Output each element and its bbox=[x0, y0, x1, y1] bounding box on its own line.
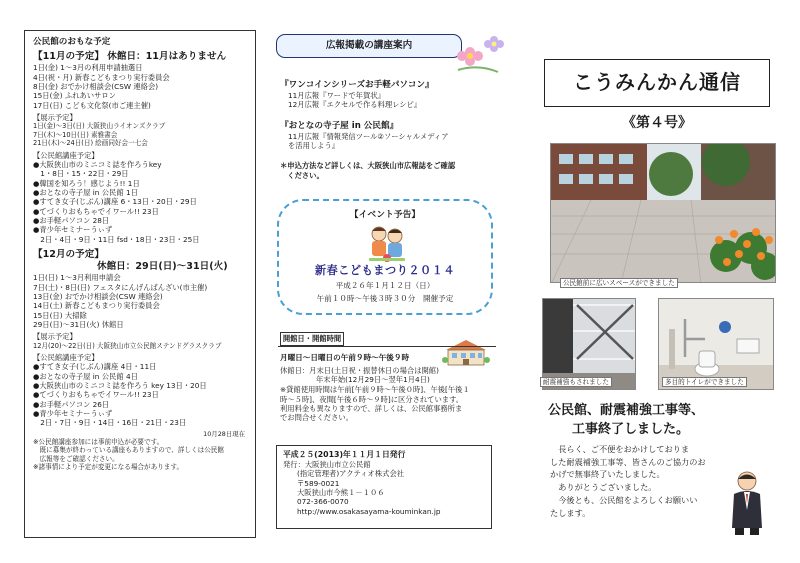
list-item: 1日(金)～3日(日) 大阪狭山ライオンズクラブ bbox=[33, 122, 166, 131]
fee-note-4: でお問合せください。 bbox=[280, 413, 353, 423]
plaza-photo-image bbox=[551, 144, 776, 283]
address: 大阪狭山市今熊１－１０６ bbox=[297, 487, 385, 497]
list-item: ●青少年セミナーうぃず bbox=[33, 225, 113, 235]
body-line: かげで無事終了いたしました。 bbox=[550, 469, 665, 480]
publication-info-box bbox=[276, 445, 492, 529]
december-title: 【12月の予定】 bbox=[33, 248, 104, 260]
closed-days-new-year: 年末年始(12月29日～翌年1月4日) bbox=[316, 375, 430, 385]
list-item: 14日(土) 新春こどもまつり実行委員会 bbox=[33, 301, 160, 311]
terakoya-title: 『おとなの寺子屋 in 公民館』 bbox=[280, 120, 399, 131]
footnote: ※諸事情により予定が変更になる場合があります。 bbox=[33, 463, 184, 472]
list-item: 12月(20)～22日(日) 大阪狭山市立公民館ステンドグラスクラブ bbox=[33, 341, 222, 350]
list-item: 12月広報『エクセルで作る料理レシピ』 bbox=[288, 100, 422, 110]
divider bbox=[278, 346, 496, 347]
restroom-caption: 多目的トイレができました bbox=[662, 377, 747, 387]
flower-decoration-icon bbox=[448, 30, 508, 76]
publisher: 発行：大阪狭山市立公民館 bbox=[283, 459, 371, 469]
list-item: 7日(木)～10日(日) 素雅書会 bbox=[33, 130, 118, 139]
footnote: 既に募集が終わっている講座もありますので、詳しくは公民館 bbox=[33, 446, 225, 455]
newsletter-title: こうみんかん通信 bbox=[544, 59, 770, 107]
construction-headline bbox=[548, 402, 770, 440]
list-item: 15日(金) ふれあいサロン bbox=[33, 91, 116, 101]
list-item: ●お手軽パソコン 26日 bbox=[33, 399, 110, 409]
footnote: ※公民館講座参加には事前申込が必要です。 bbox=[33, 437, 164, 446]
list-item: 13日(金) おでかけ相談会(CSW 連絡会) bbox=[33, 292, 163, 302]
list-item: 1・8日・15・22日・29日 bbox=[33, 169, 129, 179]
december-events bbox=[33, 273, 249, 329]
open-hours: 月曜日～日曜日の午前９時～午後９時 bbox=[280, 353, 410, 362]
list-item: ●おとなの寺子屋 in 公民館 4日 bbox=[33, 371, 138, 381]
list-item: 7日(土)・8日(日) フェスタにんげんばんざい(市主催) bbox=[33, 282, 208, 292]
course-info-banner: 広報掲載の講座案内 bbox=[276, 34, 462, 58]
construction-message bbox=[550, 443, 742, 519]
list-item: 11月広報『情報発信ツール②ソーシャルメディア bbox=[288, 131, 449, 141]
list-item: 4日(祝・月) 新春こどもまつり実行委員会 bbox=[33, 72, 170, 82]
list-item: 2日・4日・9日・11日 fsd・18日・23日・25日 bbox=[33, 234, 200, 244]
november-courses bbox=[33, 160, 249, 244]
fee-note: ※貸館使用時間は午前[午前９時～午後０時]、午後[午後１ bbox=[280, 385, 470, 395]
application-note: ＊申込方法など詳しくは、大阪狭山市広報誌をご確認 bbox=[280, 161, 456, 171]
body-line: 長らく、ご不便をおかけしておりま bbox=[550, 444, 690, 454]
list-item: 11月広報『ワードで年賀状』 bbox=[288, 91, 385, 100]
body-line: した耐震補強工事等、皆さんのご協力のお bbox=[550, 456, 706, 467]
list-item: ●大阪狭山市のミニコミ誌を作ろうkey bbox=[33, 159, 162, 169]
children-illustration-icon bbox=[365, 222, 409, 264]
footnotes bbox=[33, 438, 249, 472]
seismic-caption: 耐震補強もされました bbox=[540, 377, 612, 387]
hours-info bbox=[280, 353, 496, 423]
fee-note-2: 時～５時]、夜間[午後６時～９時]に区分されています。 bbox=[280, 394, 464, 404]
closed-days: 休館日：月末日(土日祝・振替休日の場合は開館) bbox=[280, 365, 439, 375]
list-item: 1日(金) 1～3月の利用申請抽選日 bbox=[33, 63, 143, 73]
list-item: 15日(日) 大掃除 bbox=[33, 310, 87, 320]
event-notice-box bbox=[277, 199, 493, 315]
list-item: 8日(金) おでかけ相談会(CSW 連絡会) bbox=[33, 81, 159, 91]
event-heading: 【イベント予告】 bbox=[349, 210, 421, 220]
event-name: 新春こどもまつり２０１４ bbox=[314, 264, 456, 277]
list-item: ●大阪狭山市のミニコミ誌を作ろう key 13日・20日 bbox=[33, 381, 207, 391]
list-item: 1日(日) 1～3月利用申請会 bbox=[33, 273, 121, 283]
course-announcements bbox=[280, 80, 495, 180]
list-item: ●おとなの寺子屋 in 公民館 1日 bbox=[33, 187, 138, 197]
bowing-staff-illustration-icon bbox=[726, 468, 768, 536]
plaza-photo bbox=[550, 143, 776, 283]
issue-number: 《第４号》 bbox=[622, 115, 692, 131]
schedule-heading: 公民館のおもな予定 bbox=[33, 37, 111, 47]
designated-manager: (指定管理者)アクティオ株式会社 bbox=[297, 469, 405, 479]
event-time: 午前１０時～午後３時３０分 開催予定 bbox=[316, 294, 454, 303]
november-course-label: 【公民館講座予定】 bbox=[33, 150, 99, 160]
list-item: 21日(木)～24日(日) 絵画同好会一七会 bbox=[33, 139, 148, 148]
november-events bbox=[33, 63, 249, 110]
list-item: ●てづくりおもちゃでイワール!! 23日 bbox=[33, 206, 159, 216]
november-exhibits bbox=[33, 122, 249, 147]
footnote: 広報等をご確認ください。 bbox=[33, 454, 119, 463]
december-course-label: 【公民館講座予定】 bbox=[33, 353, 99, 363]
list-item: 17日(日) こども文化祭(市ご連主催) bbox=[33, 100, 151, 110]
postal-code: 〒589-0021 bbox=[297, 478, 340, 488]
body-line: たします。 bbox=[550, 507, 591, 518]
list-item: ●お手軽パソコン 28日 bbox=[33, 215, 110, 225]
list-item: 2日・7日・9日・14日・16日・21日・23日 bbox=[33, 418, 187, 428]
list-item: 29日(日)～31日(火) 休館日 bbox=[33, 320, 124, 329]
list-item: ●すてき女子(じぶん)講座 6・13日・20日・29日 bbox=[33, 197, 197, 207]
wan-coin-title: 『ワンコインシリーズお手軽パソコン』 bbox=[280, 80, 434, 90]
december-exhibit-label: 【展示予定】 bbox=[33, 332, 77, 342]
headline-line-2: 工事終了しました。 bbox=[572, 421, 690, 437]
hours-label: 開館日・開館時間 bbox=[280, 332, 344, 346]
phone-number: 072-366-0070 bbox=[297, 497, 349, 507]
list-item: ●すてき女子(じぶん)講座 4日・11日 bbox=[33, 362, 157, 372]
plaza-caption: 公民館前に広いスペースができました bbox=[560, 278, 678, 288]
issue-date: 平成２５(2013)年１１月１日発行 bbox=[283, 450, 406, 459]
november-title: 【11月の予定】 休館日：11月はありません bbox=[33, 51, 227, 62]
list-item: ●青少年セミナーうぃず bbox=[33, 409, 113, 419]
headline-line-1: 公民館、耐震補強工事等、 bbox=[548, 403, 705, 418]
schedule-panel bbox=[24, 30, 256, 538]
body-line: ありがとうございました。 bbox=[550, 482, 657, 493]
list-item: ●てづくりおもちゃでイワール!! 23日 bbox=[33, 390, 159, 400]
november-exhibit-label: 【展示予定】 bbox=[33, 112, 77, 122]
december-holiday: 休館日：29日(日)～31日(火) bbox=[97, 261, 228, 273]
as-of-date: 10月28日現在 bbox=[203, 429, 245, 438]
website-url[interactable]: http://www.osakasayama-kouminkan.jp bbox=[297, 506, 441, 516]
event-date: 平成２６年１月１２日（日） bbox=[335, 281, 435, 290]
list-item: ●韓国を知ろう！感じよう!! 1日 bbox=[33, 178, 140, 188]
list-item: を活用しよう』 bbox=[288, 140, 340, 150]
body-line: 今後とも、公民館をよろしくお願いい bbox=[550, 494, 698, 505]
fee-note-3: 利用料金も異なりますので、詳しくは、公民館事務所ま bbox=[280, 404, 463, 414]
december-courses bbox=[33, 362, 249, 427]
application-note-cont: ください。 bbox=[280, 170, 324, 180]
